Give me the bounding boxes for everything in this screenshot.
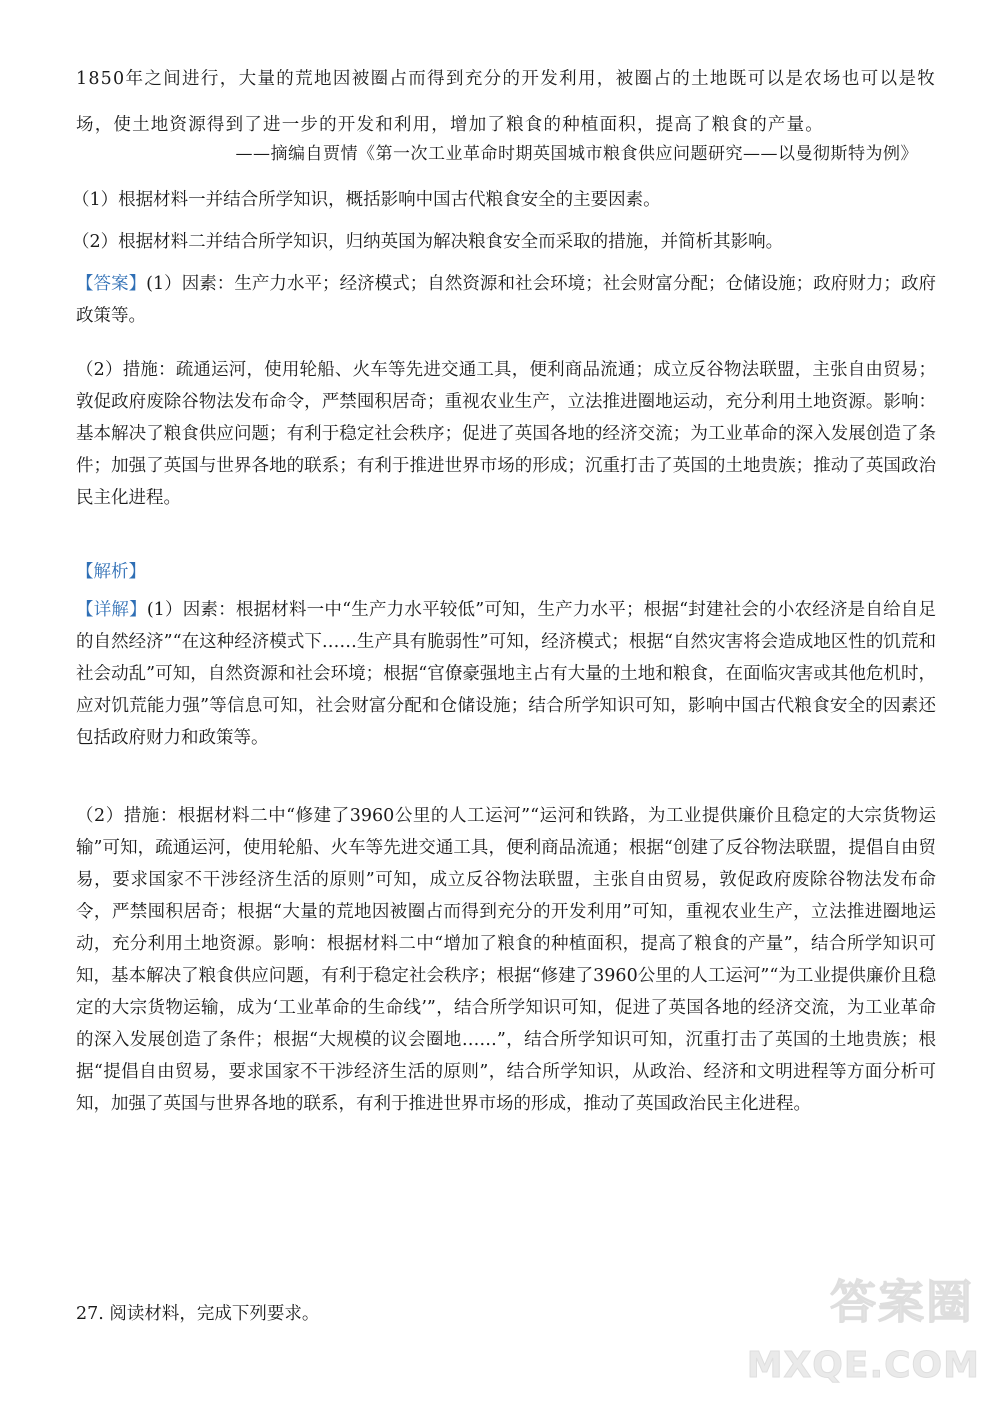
watermark-logo-text: 答案圈 xyxy=(830,1275,974,1329)
question-one: （1）根据材料一并结合所学知识，概括影响中国古代粮食安全的主要因素。 xyxy=(72,190,661,210)
site-watermark xyxy=(746,1266,980,1386)
question-27-heading: 27. 阅读材料，完成下列要求。 xyxy=(76,1304,320,1324)
detail-part-two: （2）措施：根据材料二中“修建了3960公里的人工运河”“运河和铁路，为工业提供廉价且稳定的大宗货物运输”可知，疏通运河，使用轮船、火车等先进交通工具，便利商品流通；根据“创建了反谷物法联盟，提倡自由贸易，要求国家不干涉经济生活的原则”可知，成立反谷物法联盟，主张自由贸易，敦促政府废除谷物法发布命令，严禁囤积居奇；根据“大量的荒地因被圈占而得到充分的开发利用”可知，重视农业生产，立法推进圈地运动，充分利用土地资源。影响：根据材料二中“增加了粮食的种植面积，提高了粮食的产量”，结合所学知识可知，基本解决了粮食供应问题，有利于稳定社会秩序；根据“修建了3960公里的人工运河”“为工业提供廉价且稳定的大宗货物运输，成为‘工业革命的生命线’”，结合所学知识可知，促进了英国各地的经济交流，为工业革命的深入发展创造了条件；根据“大规模的议会圈地……”，结合所学知识可知，沉重打击了英国的土地贵族；根据“提倡自由贸易，要求国家不干涉经济生活的原则”，结合所学知识，从政治、经济和文明进程等方面分析可知，加强了英国与世界各地的联系，有利于推进世界市场的形成，推动了英国政治民主化进程。 xyxy=(76,806,936,1114)
detail-part-one-text: (1）因素：根据材料一中“生产力水平较低”可知，生产力水平；根据“封建社会的小农经济是自给自足的自然经济”“在这种经济模式下……生产具有脆弱性”可知，经济模式；根据“自然灾害将会造成地区性的饥荒和社会动乱”可知，自然资源和社会环境；根据“官僚豪强地主占有大量的土地和粮食，在面临灾害或其他危机时，应对饥荒能力强”等信息可知，社会财富分配和仓储设施；结合所学知识可知，影响中国古代粮食安全的因素还包括政府财力和政策等。 xyxy=(76,600,936,748)
watermark-domain-text: MXQE.COM xyxy=(746,1345,980,1386)
answer-tag: 【答案】 xyxy=(76,274,147,294)
material-two-continued: 1850年之间进行，大量的荒地因被圈占而得到充分的开发利用，被圈占的土地既可以是农场也可以是牧场，使土地资源得到了进一步的开发和利用，增加了粮食的种植面积，提高了粮食的产量。 xyxy=(76,69,936,135)
answer-part-two: （2）措施：疏通运河，使用轮船、火车等先进交通工具，便利商品流通；成立反谷物法联盟，主张自由贸易；敦促政府废除谷物法发布命令，严禁囤积居奇；重视农业生产，立法推进圈地运动，充分利用土地资源。影响：基本解决了粮食供应问题；有利于稳定社会秩序；促进了英国各地的经济交流；为工业革命的深入发展创造了条件；加强了英国与世界各地的联系；有利于推进世界市场的形成；沉重打击了英国的土地贵族；推动了英国政治民主化进程。 xyxy=(76,360,936,508)
detail-tag: 【详解】 xyxy=(76,600,147,620)
material-source-citation: ——摘编自贾情《第一次工业革命时期英国城市粮食供应问题研究——以曼彻斯特为例》 xyxy=(235,144,918,164)
answer-part-one-text: (1）因素：生产力水平；经济模式；自然资源和社会环境；社会财富分配；仓储设施；政府财力；政府政策等。 xyxy=(76,274,936,326)
analysis-title: 【解析】 xyxy=(76,562,146,582)
answer-part-one xyxy=(76,268,936,332)
detail-part-one xyxy=(76,594,936,754)
question-two: （2）根据材料二并结合所学知识，归纳英国为解决粮食安全而采取的措施，并简析其影响。 xyxy=(72,232,784,252)
